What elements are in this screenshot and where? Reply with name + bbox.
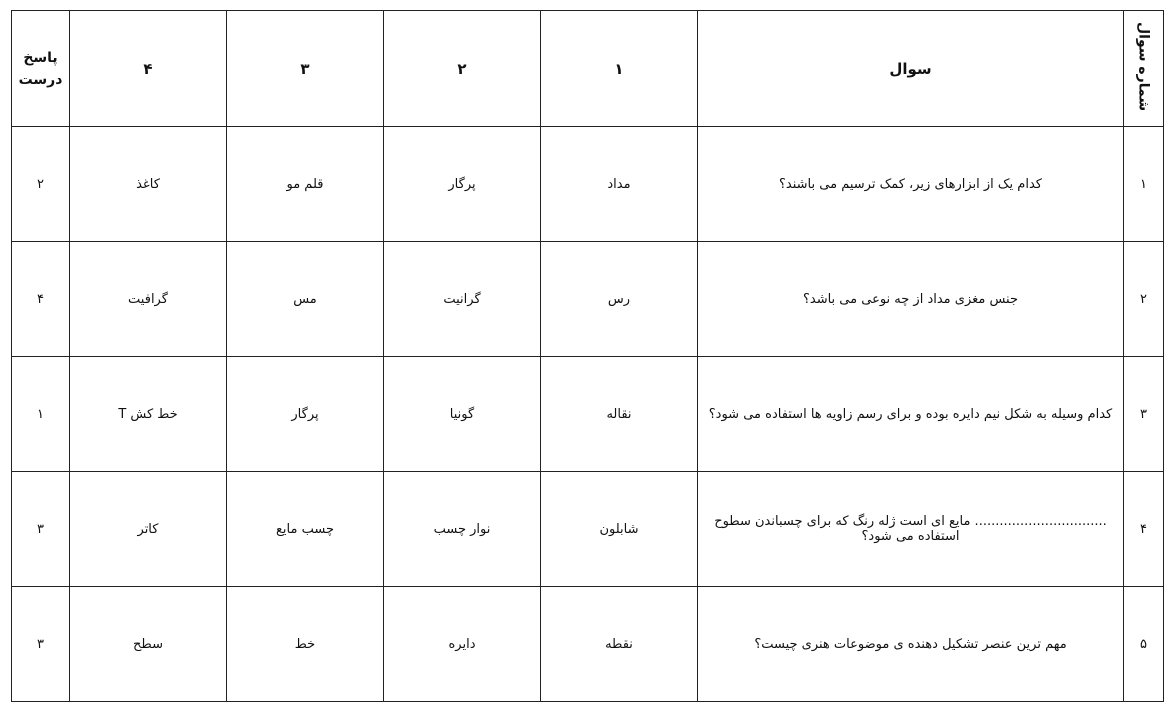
question-text-cell: کدام یک از ابزارهای زیر، کمک ترسیم می باشند؟ bbox=[698, 127, 1124, 242]
table-row bbox=[12, 587, 1164, 702]
table-row bbox=[12, 357, 1164, 472]
header-option-1: ۱ bbox=[541, 11, 698, 127]
option-4-cell: سطح bbox=[70, 587, 227, 702]
question-number-cell: ۳ bbox=[1124, 357, 1164, 472]
answer-cell: ۳ bbox=[12, 472, 70, 587]
table-row bbox=[12, 472, 1164, 587]
question-number-cell: ۵ bbox=[1124, 587, 1164, 702]
quiz-table bbox=[11, 10, 1164, 702]
question-text-cell: کدام وسیله به شکل نیم دایره بوده و برای رسم زاویه ها استفاده می شود؟ bbox=[698, 357, 1124, 472]
question-number-cell: ۲ bbox=[1124, 242, 1164, 357]
option-2-cell: نوار چسب bbox=[384, 472, 541, 587]
question-number-cell: ۱ bbox=[1124, 127, 1164, 242]
option-2-cell: گونیا bbox=[384, 357, 541, 472]
option-1-cell: نقاله bbox=[541, 357, 698, 472]
table-row bbox=[12, 242, 1164, 357]
option-3-cell: قلم مو bbox=[227, 127, 384, 242]
answer-cell: ۳ bbox=[12, 587, 70, 702]
header-option-3: ۳ bbox=[227, 11, 384, 127]
question-text-cell: جنس مغزی مداد از چه نوعی می باشد؟ bbox=[698, 242, 1124, 357]
option-2-cell: دایره bbox=[384, 587, 541, 702]
option-3-cell: خط bbox=[227, 587, 384, 702]
option-3-cell: چسب مایع bbox=[227, 472, 384, 587]
option-2-cell: گرانیت bbox=[384, 242, 541, 357]
answer-cell: ۱ bbox=[12, 357, 70, 472]
header-question-number: شماره سوال bbox=[1124, 11, 1164, 127]
answer-cell: ۲ bbox=[12, 127, 70, 242]
option-4-cell: خط کش T bbox=[70, 357, 227, 472]
option-1-cell: رس bbox=[541, 242, 698, 357]
option-4-cell: کاغذ bbox=[70, 127, 227, 242]
option-1-cell: نقطه bbox=[541, 587, 698, 702]
option-3-cell: مس bbox=[227, 242, 384, 357]
table-header-row bbox=[12, 11, 1164, 127]
option-4-cell: گرافیت bbox=[70, 242, 227, 357]
answer-cell: ۴ bbox=[12, 242, 70, 357]
header-option-2: ۲ bbox=[384, 11, 541, 127]
header-option-4: ۴ bbox=[70, 11, 227, 127]
question-number-cell: ۴ bbox=[1124, 472, 1164, 587]
option-4-cell: کاتر bbox=[70, 472, 227, 587]
table-row bbox=[12, 127, 1164, 242]
option-3-cell: پرگار bbox=[227, 357, 384, 472]
header-question: سوال bbox=[698, 11, 1124, 127]
question-text-cell: مهم ترین عنصر تشکیل دهنده ی موضوعات هنری چیست؟ bbox=[698, 587, 1124, 702]
header-correct-answer: پاسخ درست bbox=[12, 11, 70, 127]
option-2-cell: پرگار bbox=[384, 127, 541, 242]
option-1-cell: شابلون bbox=[541, 472, 698, 587]
question-text-cell: ................................ مایع ای است ژله رنگ که برای چسباندن سطوح استفاده می شود؟ bbox=[698, 472, 1124, 587]
option-1-cell: مداد bbox=[541, 127, 698, 242]
